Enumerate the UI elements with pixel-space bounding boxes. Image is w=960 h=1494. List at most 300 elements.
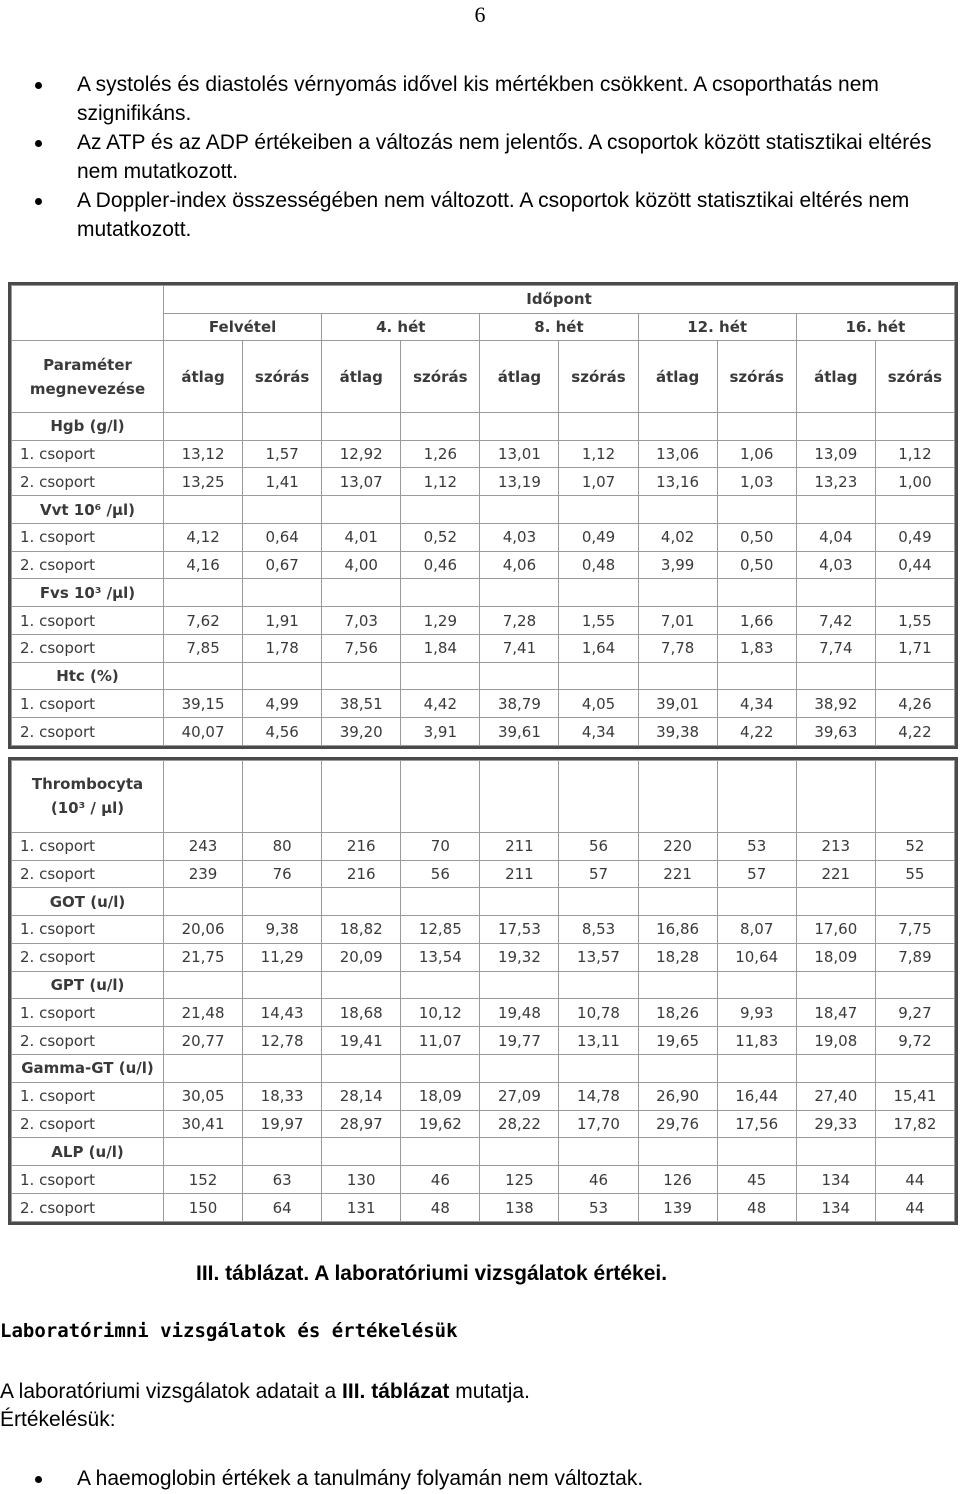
table-row: [12, 551, 955, 579]
value-cell: 20,09: [322, 943, 401, 971]
header-empty-cell: [12, 286, 164, 341]
empty-cell: [717, 888, 796, 916]
empty-cell: [243, 971, 322, 999]
value-cell: 7,56: [322, 634, 401, 662]
value-cell: 13,54: [401, 943, 480, 971]
value-cell: 18,09: [796, 943, 875, 971]
empty-cell: [638, 579, 717, 607]
value-cell: 3,91: [401, 718, 480, 746]
parameter-header-line1: Paraméter: [43, 355, 132, 374]
parameter-name: Htc (%): [12, 662, 164, 690]
lab-values-table-2: [11, 760, 955, 1222]
value-cell: 16,44: [717, 1082, 796, 1110]
value-cell: 0,49: [559, 523, 638, 551]
value-cell: 0,46: [401, 551, 480, 579]
empty-cell: [322, 496, 401, 524]
value-cell: 12,78: [243, 1027, 322, 1055]
empty-cell: [243, 888, 322, 916]
value-cell: 29,33: [796, 1110, 875, 1138]
table-row: [12, 468, 955, 496]
empty-cell: [164, 413, 243, 441]
parameter-row: [12, 662, 955, 690]
value-cell: 70: [401, 832, 480, 860]
empty-cell: [164, 971, 243, 999]
value-cell: 38,51: [322, 690, 401, 718]
stat-header-sd: szórás: [401, 341, 480, 413]
empty-cell: [638, 971, 717, 999]
parameter-name: [12, 761, 164, 833]
value-cell: 12,92: [322, 440, 401, 468]
value-cell: 1,78: [243, 634, 322, 662]
value-cell: 221: [796, 860, 875, 888]
value-cell: 7,01: [638, 607, 717, 635]
value-cell: 7,74: [796, 634, 875, 662]
parameter-row: [12, 761, 955, 833]
empty-cell: [401, 579, 480, 607]
value-cell: 134: [796, 1194, 875, 1222]
value-cell: 4,56: [243, 718, 322, 746]
lab-table-part1: [8, 282, 958, 749]
empty-cell: [401, 1138, 480, 1166]
value-cell: 13,09: [796, 440, 875, 468]
table-reference: III. táblázat: [342, 1380, 450, 1403]
empty-cell: [875, 761, 954, 833]
empty-cell: [875, 1055, 954, 1083]
empty-cell: [796, 971, 875, 999]
parameter-name: Gamma-GT (u/l): [12, 1055, 164, 1083]
empty-cell: [401, 662, 480, 690]
empty-cell: [559, 662, 638, 690]
lab-table-part2: [8, 757, 958, 1225]
empty-cell: [401, 496, 480, 524]
value-cell: 53: [717, 832, 796, 860]
value-cell: 1,00: [875, 468, 954, 496]
value-cell: 19,62: [401, 1110, 480, 1138]
bullet-item: [0, 128, 960, 186]
empty-cell: [480, 761, 559, 833]
value-cell: 4,34: [717, 690, 796, 718]
value-cell: 1,84: [401, 634, 480, 662]
empty-cell: [401, 761, 480, 833]
empty-cell: [717, 971, 796, 999]
value-cell: 4,34: [559, 718, 638, 746]
stat-header-sd: szórás: [243, 341, 322, 413]
value-cell: 19,41: [322, 1027, 401, 1055]
stat-header-mean: átlag: [480, 341, 559, 413]
empty-cell: [164, 579, 243, 607]
bullet-text: A haemoglobin értékek a tanulmány folyamán nem változtak.: [77, 1467, 644, 1490]
empty-cell: [243, 761, 322, 833]
stat-header-mean: átlag: [322, 341, 401, 413]
group-label: 2. csoport: [12, 860, 164, 888]
value-cell: 17,82: [875, 1110, 954, 1138]
value-cell: 4,03: [480, 523, 559, 551]
value-cell: 4,02: [638, 523, 717, 551]
value-cell: 30,41: [164, 1110, 243, 1138]
value-cell: 130: [322, 1166, 401, 1194]
value-cell: 7,85: [164, 634, 243, 662]
empty-cell: [559, 888, 638, 916]
parameter-row: [12, 888, 955, 916]
value-cell: 0,64: [243, 523, 322, 551]
value-cell: 1,03: [717, 468, 796, 496]
value-cell: 19,97: [243, 1110, 322, 1138]
value-cell: 11,83: [717, 1027, 796, 1055]
value-cell: 9,27: [875, 999, 954, 1027]
empty-cell: [638, 496, 717, 524]
empty-cell: [322, 971, 401, 999]
value-cell: 3,99: [638, 551, 717, 579]
empty-cell: [480, 1055, 559, 1083]
empty-cell: [717, 761, 796, 833]
empty-cell: [322, 579, 401, 607]
group-label: 1. csoport: [12, 440, 164, 468]
group-label: 1. csoport: [12, 916, 164, 944]
parameter-name: GOT (u/l): [12, 888, 164, 916]
table-row: [12, 718, 955, 746]
value-cell: 21,48: [164, 999, 243, 1027]
empty-cell: [796, 761, 875, 833]
value-cell: 18,33: [243, 1082, 322, 1110]
value-cell: 13,06: [638, 440, 717, 468]
group-label: 1. csoport: [12, 1082, 164, 1110]
value-cell: 26,90: [638, 1082, 717, 1110]
value-cell: 11,29: [243, 943, 322, 971]
empty-cell: [164, 1055, 243, 1083]
value-cell: 17,56: [717, 1110, 796, 1138]
parameter-header-line2: megnevezése: [29, 379, 146, 398]
empty-cell: [164, 761, 243, 833]
stat-header-sd: szórás: [559, 341, 638, 413]
value-cell: 216: [322, 860, 401, 888]
value-cell: 57: [559, 860, 638, 888]
value-cell: 126: [638, 1166, 717, 1194]
table-row: [12, 634, 955, 662]
value-cell: 0,67: [243, 551, 322, 579]
parameter-name: Hgb (g/l): [12, 413, 164, 441]
group-label: 2. csoport: [12, 1027, 164, 1055]
table-row: [12, 690, 955, 718]
value-cell: 1,91: [243, 607, 322, 635]
value-cell: 220: [638, 832, 717, 860]
value-cell: 152: [164, 1166, 243, 1194]
empty-cell: [243, 496, 322, 524]
value-cell: 134: [796, 1166, 875, 1194]
bullet-dot-icon: [35, 140, 42, 147]
empty-cell: [638, 888, 717, 916]
value-cell: 1,12: [401, 468, 480, 496]
empty-cell: [875, 971, 954, 999]
empty-cell: [875, 413, 954, 441]
empty-cell: [638, 1055, 717, 1083]
empty-cell: [401, 1055, 480, 1083]
value-cell: 1,41: [243, 468, 322, 496]
body-line-1-post: mutatja.: [449, 1380, 530, 1403]
value-cell: 19,77: [480, 1027, 559, 1055]
value-cell: 138: [480, 1194, 559, 1222]
value-cell: 10,78: [559, 999, 638, 1027]
value-cell: 13,07: [322, 468, 401, 496]
bullet-dot-icon: [35, 82, 42, 89]
body-line-1-pre: A laboratóriumi vizsgálatok adatait a: [0, 1380, 343, 1403]
empty-cell: [717, 496, 796, 524]
bullet-item: [0, 1464, 960, 1493]
group-label: 1. csoport: [12, 832, 164, 860]
group-label: 2. csoport: [12, 551, 164, 579]
group-label: 2. csoport: [12, 1194, 164, 1222]
value-cell: 1,12: [559, 440, 638, 468]
value-cell: 39,38: [638, 718, 717, 746]
value-cell: 13,23: [796, 468, 875, 496]
empty-cell: [401, 413, 480, 441]
empty-cell: [164, 1138, 243, 1166]
value-cell: 29,76: [638, 1110, 717, 1138]
value-cell: 17,53: [480, 916, 559, 944]
value-cell: 18,26: [638, 999, 717, 1027]
table-row: [12, 832, 955, 860]
value-cell: 9,72: [875, 1027, 954, 1055]
parameter-header: [12, 341, 164, 413]
value-cell: 1,66: [717, 607, 796, 635]
empty-cell: [243, 1055, 322, 1083]
empty-cell: [796, 662, 875, 690]
table-row: [12, 607, 955, 635]
value-cell: 11,07: [401, 1027, 480, 1055]
value-cell: 56: [559, 832, 638, 860]
empty-cell: [480, 1138, 559, 1166]
value-cell: 19,65: [638, 1027, 717, 1055]
empty-cell: [638, 1138, 717, 1166]
value-cell: 150: [164, 1194, 243, 1222]
empty-cell: [559, 1138, 638, 1166]
empty-cell: [717, 1055, 796, 1083]
group-label: 1. csoport: [12, 1166, 164, 1194]
value-cell: 19,08: [796, 1027, 875, 1055]
empty-cell: [322, 761, 401, 833]
value-cell: 39,20: [322, 718, 401, 746]
value-cell: 19,48: [480, 999, 559, 1027]
body-paragraph: [0, 1378, 530, 1434]
value-cell: 39,15: [164, 690, 243, 718]
value-cell: 17,70: [559, 1110, 638, 1138]
parameter-row: [12, 579, 955, 607]
value-cell: 211: [480, 832, 559, 860]
timepoint-header: 12. hét: [638, 313, 796, 341]
value-cell: 13,57: [559, 943, 638, 971]
table-row: [12, 916, 955, 944]
value-cell: 48: [401, 1194, 480, 1222]
value-cell: 1,64: [559, 634, 638, 662]
page-number: 6: [474, 2, 486, 27]
value-cell: 1,29: [401, 607, 480, 635]
empty-cell: [875, 888, 954, 916]
value-cell: 0,50: [717, 551, 796, 579]
value-cell: 10,64: [717, 943, 796, 971]
value-cell: 4,01: [322, 523, 401, 551]
parameter-name-line1: Thrombocyta: [31, 775, 144, 794]
parameter-row: [12, 1055, 955, 1083]
value-cell: 4,12: [164, 523, 243, 551]
empty-cell: [796, 496, 875, 524]
value-cell: 44: [875, 1166, 954, 1194]
table-row: [12, 1166, 955, 1194]
bullet-text: A Doppler-index összességében nem változott. A csoportok között statisztikai eltérés nem mutatkozott.: [77, 189, 910, 241]
timepoint-header: Felvétel: [164, 313, 322, 341]
group-label: 2. csoport: [12, 468, 164, 496]
value-cell: 1,26: [401, 440, 480, 468]
empty-cell: [796, 1138, 875, 1166]
empty-cell: [717, 413, 796, 441]
value-cell: 52: [875, 832, 954, 860]
value-cell: 4,16: [164, 551, 243, 579]
header-row-stats: [12, 341, 955, 413]
empty-cell: [164, 662, 243, 690]
empty-cell: [559, 1055, 638, 1083]
value-cell: 63: [243, 1166, 322, 1194]
empty-cell: [638, 761, 717, 833]
value-cell: 0,44: [875, 551, 954, 579]
group-label: 2. csoport: [12, 1110, 164, 1138]
table-row: [12, 860, 955, 888]
value-cell: 216: [322, 832, 401, 860]
parameter-row: [12, 413, 955, 441]
empty-cell: [164, 888, 243, 916]
empty-cell: [322, 413, 401, 441]
value-cell: 14,43: [243, 999, 322, 1027]
timepoint-header: 8. hét: [480, 313, 638, 341]
empty-cell: [322, 1138, 401, 1166]
value-cell: 38,79: [480, 690, 559, 718]
timepoint-header: 4. hét: [322, 313, 480, 341]
value-cell: 4,99: [243, 690, 322, 718]
empty-cell: [480, 413, 559, 441]
empty-cell: [243, 579, 322, 607]
value-cell: 1,83: [717, 634, 796, 662]
value-cell: 4,06: [480, 551, 559, 579]
bullet-text: A systolés és diastolés vérnyomás idővel kis mértékben csökkent. A csoporthatás nem szignifikáns.: [77, 73, 879, 125]
table-row: [12, 1027, 955, 1055]
empty-cell: [243, 1138, 322, 1166]
value-cell: 18,28: [638, 943, 717, 971]
value-cell: 12,85: [401, 916, 480, 944]
empty-cell: [322, 888, 401, 916]
value-cell: 46: [559, 1166, 638, 1194]
empty-cell: [559, 761, 638, 833]
empty-cell: [875, 579, 954, 607]
group-label: 1. csoport: [12, 523, 164, 551]
value-cell: 40,07: [164, 718, 243, 746]
empty-cell: [322, 1055, 401, 1083]
empty-cell: [480, 579, 559, 607]
value-cell: 139: [638, 1194, 717, 1222]
bullet-dot-icon: [35, 1476, 42, 1483]
value-cell: 7,03: [322, 607, 401, 635]
table-row: [12, 1082, 955, 1110]
empty-cell: [243, 662, 322, 690]
value-cell: 64: [243, 1194, 322, 1222]
empty-cell: [638, 662, 717, 690]
value-cell: 18,47: [796, 999, 875, 1027]
parameter-name: ALP (u/l): [12, 1138, 164, 1166]
table-row: [12, 999, 955, 1027]
section-heading: Laboratórimni vizsgálatok és értékelésük: [0, 1320, 458, 1342]
empty-cell: [796, 1055, 875, 1083]
parameter-row: [12, 1138, 955, 1166]
value-cell: 0,52: [401, 523, 480, 551]
value-cell: 18,82: [322, 916, 401, 944]
stat-header-sd: szórás: [875, 341, 954, 413]
stat-header-mean: átlag: [164, 341, 243, 413]
empty-cell: [559, 971, 638, 999]
value-cell: 9,93: [717, 999, 796, 1027]
table-row: [12, 440, 955, 468]
value-cell: 13,11: [559, 1027, 638, 1055]
value-cell: 7,42: [796, 607, 875, 635]
value-cell: 45: [717, 1166, 796, 1194]
value-cell: 28,22: [480, 1110, 559, 1138]
value-cell: 4,22: [717, 718, 796, 746]
value-cell: 0,48: [559, 551, 638, 579]
value-cell: 15,41: [875, 1082, 954, 1110]
empty-cell: [796, 413, 875, 441]
value-cell: 125: [480, 1166, 559, 1194]
value-cell: 18,09: [401, 1082, 480, 1110]
value-cell: 0,50: [717, 523, 796, 551]
lab-values-table-1: [11, 285, 955, 746]
bullet-item: [0, 186, 960, 244]
value-cell: 9,38: [243, 916, 322, 944]
empty-cell: [243, 413, 322, 441]
parameter-name: Fvs 10³ /µl): [12, 579, 164, 607]
value-cell: 0,49: [875, 523, 954, 551]
empty-cell: [875, 496, 954, 524]
value-cell: 1,55: [875, 607, 954, 635]
table-row: [12, 943, 955, 971]
value-cell: 17,60: [796, 916, 875, 944]
value-cell: 1,12: [875, 440, 954, 468]
value-cell: 4,00: [322, 551, 401, 579]
empty-cell: [480, 971, 559, 999]
value-cell: 28,97: [322, 1110, 401, 1138]
value-cell: 16,86: [638, 916, 717, 944]
value-cell: 14,78: [559, 1082, 638, 1110]
empty-cell: [164, 496, 243, 524]
empty-cell: [401, 971, 480, 999]
value-cell: 1,06: [717, 440, 796, 468]
group-label: 1. csoport: [12, 607, 164, 635]
value-cell: 4,04: [796, 523, 875, 551]
value-cell: 53: [559, 1194, 638, 1222]
empty-cell: [717, 662, 796, 690]
value-cell: 4,26: [875, 690, 954, 718]
value-cell: 7,78: [638, 634, 717, 662]
value-cell: 213: [796, 832, 875, 860]
value-cell: 39,63: [796, 718, 875, 746]
stat-header-sd: szórás: [717, 341, 796, 413]
empty-cell: [401, 888, 480, 916]
empty-cell: [480, 496, 559, 524]
stat-header-mean: átlag: [796, 341, 875, 413]
parameter-row: [12, 496, 955, 524]
value-cell: 55: [875, 860, 954, 888]
bullet-item: [0, 70, 960, 128]
value-cell: 239: [164, 860, 243, 888]
value-cell: 44: [875, 1194, 954, 1222]
value-cell: 76: [243, 860, 322, 888]
empty-cell: [322, 662, 401, 690]
empty-cell: [796, 888, 875, 916]
value-cell: 7,89: [875, 943, 954, 971]
